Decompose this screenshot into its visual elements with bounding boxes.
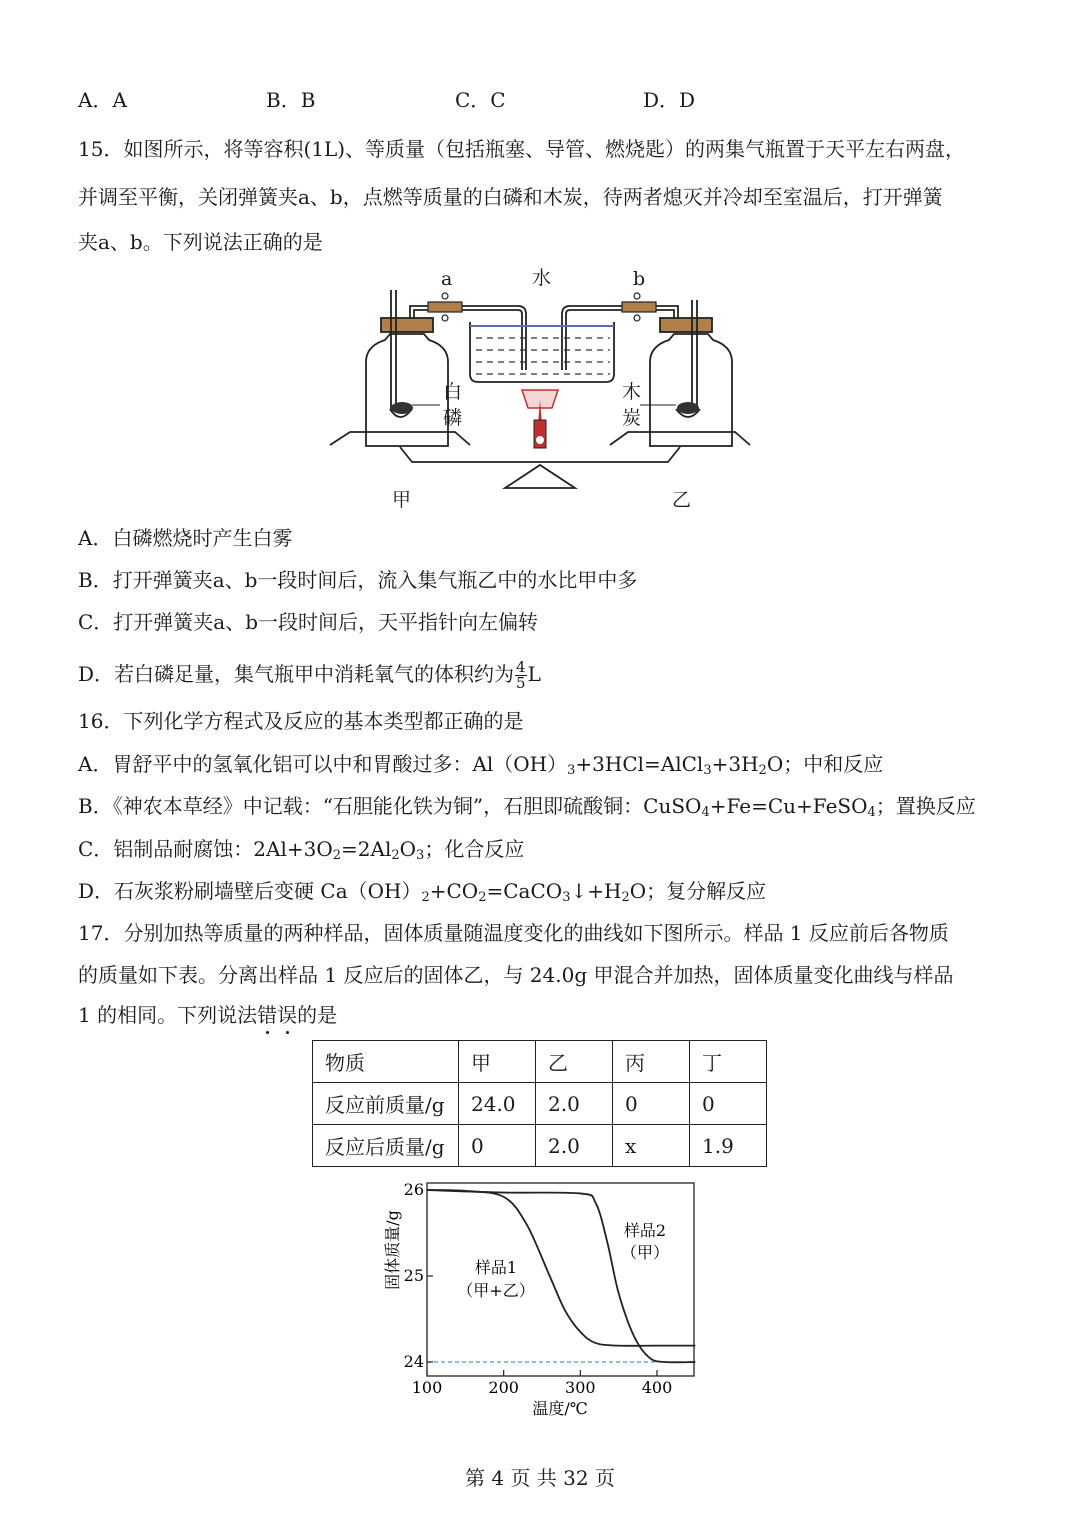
q15-option-d-text: D．若白磷足量，集气瓶甲中消耗氧气的体积约为 [78, 662, 515, 686]
x-tick-label: 300 [565, 1378, 596, 1397]
x-tick-label: 100 [411, 1378, 443, 1397]
q15-option-a: A．白磷燃烧时产生白雾 [78, 526, 293, 550]
table-cell: 物质 [313, 1041, 459, 1083]
q17-mass-table [312, 1040, 767, 1167]
x-tick-label: 200 [488, 1378, 519, 1397]
label-yi: 乙 [672, 489, 692, 511]
table-cell: 丙 [613, 1041, 690, 1083]
series-1-label: 样品1 [474, 1258, 518, 1277]
q17-mass-temperature-chart [380, 1175, 710, 1425]
table-cell: 0 [613, 1083, 690, 1125]
label-wood-1: 木 [622, 381, 642, 403]
q17-stem-line3: 1 的相同。下列说法错误的是 [78, 1003, 338, 1027]
q15-stem-line2: 并调至平衡，关闭弹簧夹a、b，点燃等质量的白磷和木炭，待两者熄灭并冷却至室温后，打开弹簧 [78, 185, 943, 209]
q14-option-c: C．C [455, 88, 506, 112]
q16-option-c: C．铝制品耐腐蚀：$2Al+3O_2=2Al_2O_3$；化合反应 [78, 837, 525, 863]
y-tick-label: 25 [403, 1266, 424, 1285]
q17-stem-line2: 的质量如下表。分离出样品 1 反应后的固体乙，与 24.0g 甲混合并加热，固体质量变化曲线与样品 [78, 963, 954, 987]
table-cell: 丁 [690, 1041, 767, 1083]
table-cell: 乙 [536, 1041, 613, 1083]
x-tick-label: 400 [641, 1378, 673, 1397]
q15-apparatus-figure [325, 265, 755, 515]
table-cell: 2.0 [536, 1083, 613, 1125]
q16-option-a: A．胃舒平中的氢氧化铝可以中和胃酸过多：$Al(OH)_3+3HCl=AlCl_3+3H_2O$；中和反应 [78, 752, 884, 778]
y-tick-label: 26 [403, 1180, 424, 1199]
table-cell: 2.0 [536, 1125, 613, 1167]
fraction-denominator: 5 [516, 674, 526, 692]
table-cell: 0 [690, 1083, 767, 1125]
series-2-line [427, 1190, 695, 1362]
q15-option-d-unit: L [527, 662, 541, 686]
q16-stem: 16．下列化学方程式及反应的基本类型都正确的是 [78, 709, 524, 733]
q17-stem-line1: 17．分别加热等质量的两种样品，固体质量随温度变化的曲线如下图所示。样品 1 反应前后各物质 [78, 921, 949, 945]
table-cell: 甲 [459, 1041, 536, 1083]
table-header-row [313, 1041, 767, 1083]
label-wood-2: 炭 [622, 407, 642, 429]
page-footer: 第 4 页 共 32 页 [465, 1466, 615, 1490]
q15-option-b: B．打开弹簧夹a、b一段时间后，流入集气瓶乙中的水比甲中多 [78, 568, 638, 592]
label-jia: 甲 [392, 489, 412, 511]
table-row [313, 1125, 767, 1167]
x-axis-label: 温度/℃ [532, 1399, 588, 1418]
emphasis-dot-char: 误 [277, 1003, 298, 1027]
series-1-line [427, 1190, 695, 1346]
label-a: a [441, 268, 453, 290]
series-1-sublabel: （甲+乙） [457, 1281, 535, 1300]
fraction [515, 660, 527, 691]
q16-option-b: B．《神农本草经》中记载：“石胆能化铁为铜”，石胆即硫酸铜：CuSO$_4$+Fe=Cu+FeSO$_4$；置换反应 [78, 794, 976, 820]
label-b: b [633, 268, 646, 290]
chart-plot-frame [427, 1183, 694, 1376]
table-row [313, 1083, 767, 1125]
label-white-2: 磷 [443, 407, 463, 429]
q14-option-b: B．B [266, 88, 316, 112]
q14-option-d: D．D [643, 88, 696, 112]
q14-option-a: A．A [78, 88, 127, 112]
q15-option-c: C．打开弹簧夹a、b一段时间后，天平指针向左偏转 [78, 610, 539, 634]
table-cell: 1.9 [690, 1125, 767, 1167]
table-cell: 反应前质量/g [313, 1083, 459, 1125]
emphasis-dot-char: 错 [257, 1003, 278, 1027]
fraction-numerator: 4 [516, 658, 526, 676]
table-cell: x [613, 1125, 690, 1167]
q15-option-d [78, 660, 541, 691]
q15-stem-line3: 夹a、b。下列说法正确的是 [78, 230, 323, 254]
label-water: 水 [532, 267, 552, 289]
label-white-1: 白 [443, 381, 463, 403]
series-2-sublabel: （甲） [620, 1243, 670, 1262]
table-cell: 0 [459, 1125, 536, 1167]
q15-stem-line1: 15．如图所示，将等容积(1L)、等质量（包括瓶塞、导管、燃烧匙）的两集气瓶置于天平左右两盘， [78, 137, 966, 161]
table-cell: 反应后质量/g [313, 1125, 459, 1167]
series-2-label: 样品2 [623, 1221, 667, 1240]
y-axis-label: 固体质量/g [383, 1210, 402, 1290]
table-cell: 24.0 [459, 1083, 536, 1125]
q16-option-d: D．石灰浆粉刷墙壁后变硬 $Ca(OH)_2+CO_2=CaCO_3↓+H_2O$；复分解反应 [78, 879, 767, 905]
y-tick-label: 24 [403, 1352, 424, 1371]
